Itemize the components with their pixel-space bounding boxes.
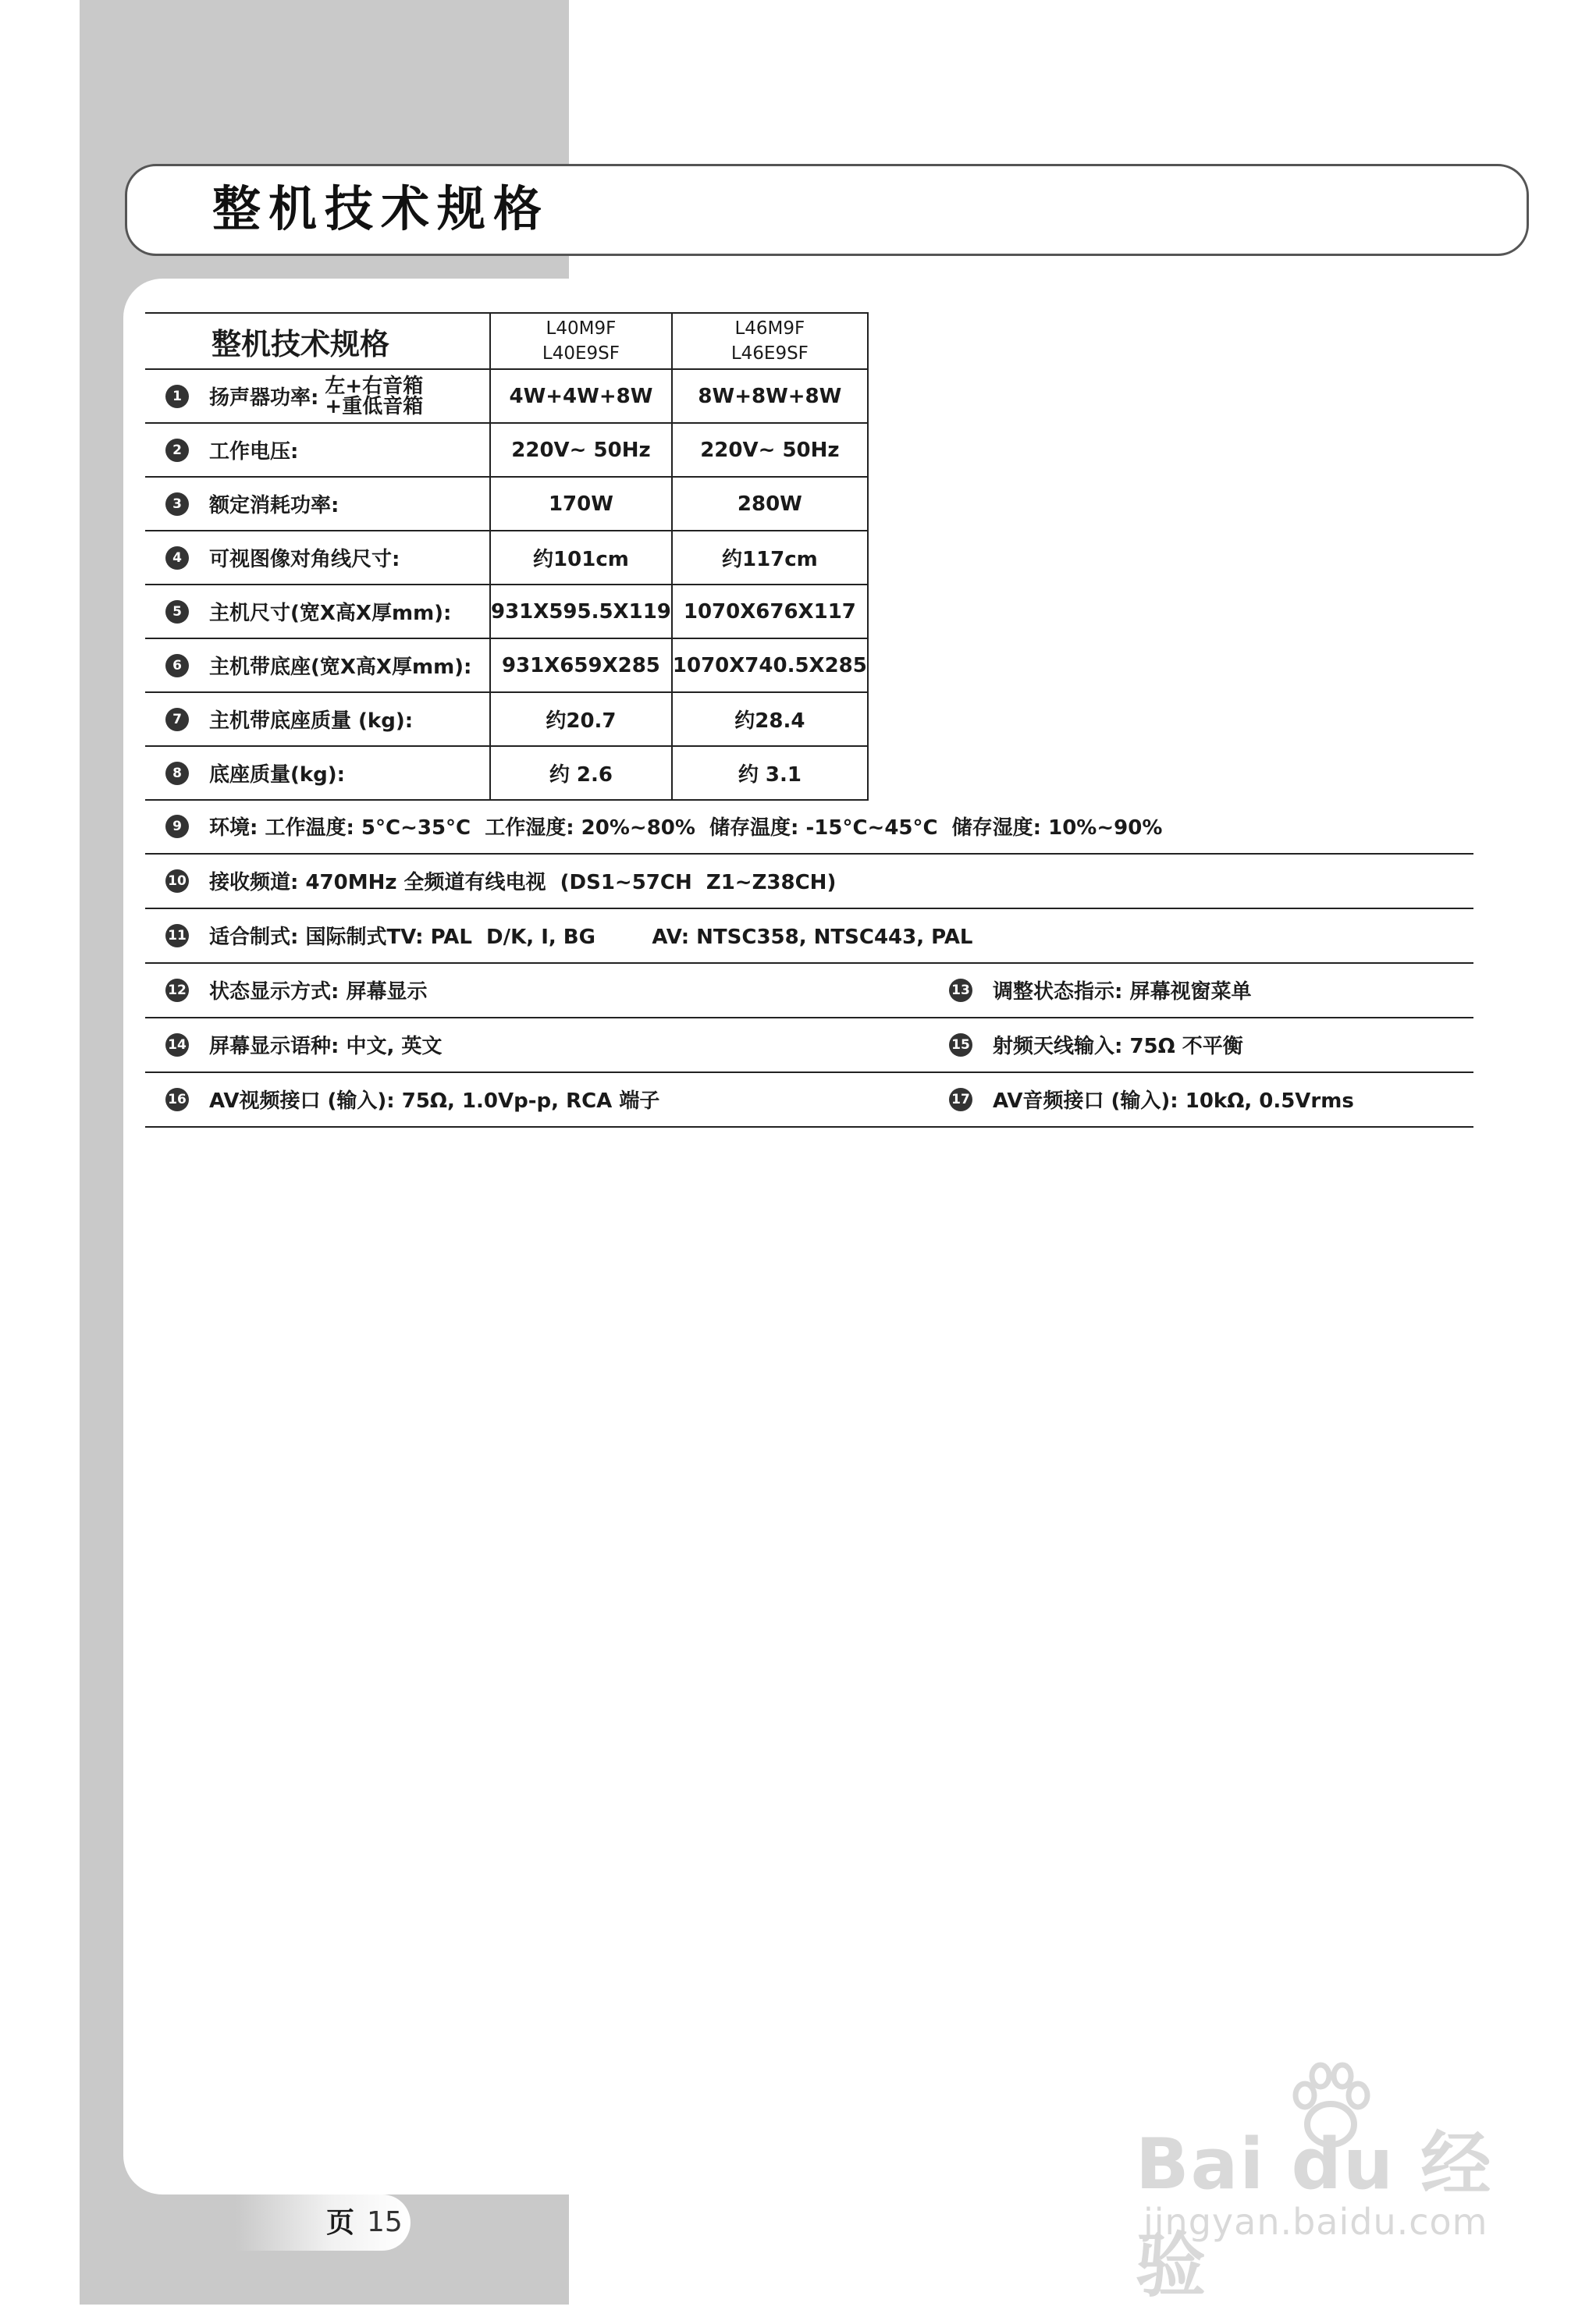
row-value-2: 约28.4 xyxy=(672,692,868,746)
spec-line-av xyxy=(145,1072,1473,1128)
table-row xyxy=(145,531,868,585)
row-label: 可视图像对角线尺寸: xyxy=(209,548,400,571)
table-row xyxy=(145,638,868,692)
watermark-brand: Bai du 经验 xyxy=(1136,2123,1493,2307)
number-badge-icon: 17 xyxy=(949,1088,972,1111)
spec-line-right-text: AV音频接口 (输入): 10kΩ, 0.5Vrms xyxy=(993,1089,1354,1113)
spec-line-right-text: 射频天线输入: 75Ω 不平衡 xyxy=(993,1035,1243,1058)
number-badge-icon: 7 xyxy=(165,708,189,731)
number-badge-icon: 6 xyxy=(165,654,189,677)
spec-line-language xyxy=(145,1018,1473,1073)
row-value-2: 约117cm xyxy=(672,531,868,585)
model-header-2 xyxy=(672,313,868,369)
model-1-line2: L40E9SF xyxy=(542,343,620,364)
row-label-extra-2: +重低音箱 xyxy=(325,394,424,418)
model-2-line1: L46M9F xyxy=(734,318,805,339)
number-badge-icon: 15 xyxy=(949,1033,972,1057)
table-row xyxy=(145,369,868,423)
row-value-2: 280W xyxy=(672,477,868,531)
number-badge-icon: 9 xyxy=(165,815,189,838)
row-label: 底座质量(kg): xyxy=(209,763,346,787)
spec-line-right xyxy=(949,1018,1243,1071)
number-badge-icon: 11 xyxy=(165,924,189,947)
number-badge-icon: 2 xyxy=(165,439,189,462)
spec-line-environment xyxy=(145,799,1473,855)
spec-line-text: 接收频道: 470MHz 全频道有线电视 (DS1~57CH Z1~Z38CH) xyxy=(209,871,837,894)
spec-line-text: 屏幕显示语种: 中文, 英文 xyxy=(209,1035,443,1058)
row-value-1: 931X659X285 xyxy=(490,638,672,692)
row-label-extra-1: 左+右音箱 xyxy=(325,374,424,398)
number-badge-icon: 5 xyxy=(165,600,189,624)
page-title: 整机技术规格 xyxy=(212,180,550,237)
table-header-row xyxy=(145,313,868,369)
number-badge-icon: 13 xyxy=(949,979,972,1002)
number-badge-icon: 10 xyxy=(165,869,189,893)
model-1-line1: L40M9F xyxy=(546,318,617,339)
spec-line-channels xyxy=(145,854,1473,909)
spec-line-text: AV视频接口 (输入): 75Ω, 1.0Vp-p, RCA 端子 xyxy=(209,1089,660,1113)
table-row xyxy=(145,746,868,800)
row-value-1: 220V~ 50Hz xyxy=(490,423,672,477)
row-value-2: 220V~ 50Hz xyxy=(672,423,868,477)
row-value-1: 170W xyxy=(490,477,672,531)
table-row xyxy=(145,423,868,477)
row-label-cell xyxy=(145,692,490,746)
row-label-cell xyxy=(145,585,490,638)
table-row xyxy=(145,585,868,638)
spec-line-systems xyxy=(145,908,1473,964)
spec-line-right xyxy=(949,1072,1354,1126)
row-value-1: 4W+4W+8W xyxy=(490,369,672,423)
row-value-2: 约 3.1 xyxy=(672,746,868,800)
row-label: 额定消耗功率: xyxy=(209,494,339,517)
spec-table xyxy=(145,312,869,801)
row-label-cell xyxy=(145,531,490,585)
spec-line-text: 适合制式: 国际制式TV: PAL D/K, I, BG AV: NTSC358, NTSC443, PAL xyxy=(209,926,973,949)
table-row xyxy=(145,477,868,531)
row-label: 主机带底座质量 (kg): xyxy=(209,709,414,733)
baidu-watermark xyxy=(1136,2060,1541,2307)
spec-line-text: 状态显示方式: 屏幕显示 xyxy=(209,980,428,1004)
watermark-url: jingyan.baidu.com xyxy=(1143,2201,1488,2243)
row-label: 扬声器功率: xyxy=(209,386,319,410)
model-header-1 xyxy=(490,313,672,369)
row-label: 主机带底座(宽X高X厚mm): xyxy=(209,656,472,679)
row-label-extra xyxy=(325,376,423,417)
row-value-1: 931X595.5X119 xyxy=(490,585,672,638)
spec-line-right xyxy=(949,963,1251,1017)
row-label-cell xyxy=(145,369,490,423)
row-value-2: 1070X740.5X285 xyxy=(672,638,868,692)
number-badge-icon: 4 xyxy=(165,546,189,570)
page-label: 页 xyxy=(326,2206,355,2239)
spec-line-display xyxy=(145,963,1473,1018)
spec-line-text: 环境: 工作温度: 5°C~35°C 工作湿度: 20%~80% 储存温度: -15°C~45°C 储存湿度: 10%~90% xyxy=(209,816,1163,840)
row-label-cell xyxy=(145,423,490,477)
number-badge-icon: 3 xyxy=(165,492,189,516)
row-value-1: 约101cm xyxy=(490,531,672,585)
number-badge-icon: 8 xyxy=(165,762,189,785)
row-value-2: 1070X676X117 xyxy=(672,585,868,638)
number-badge-icon: 14 xyxy=(165,1033,189,1057)
number-badge-icon: 12 xyxy=(165,979,189,1002)
row-value-1: 约 2.6 xyxy=(490,746,672,800)
spec-line-right-text: 调整状态指示: 屏幕视窗菜单 xyxy=(993,980,1252,1004)
row-label-cell xyxy=(145,746,490,800)
row-label-cell xyxy=(145,477,490,531)
row-label: 主机尺寸(宽X高X厚mm): xyxy=(209,602,452,625)
row-value-2: 8W+8W+8W xyxy=(672,369,868,423)
row-label: 工作电压: xyxy=(209,440,299,464)
row-label-cell xyxy=(145,638,490,692)
table-header-label: 整机技术规格 xyxy=(145,313,490,369)
table-row xyxy=(145,692,868,746)
number-badge-icon: 16 xyxy=(165,1088,189,1111)
number-badge-icon: 1 xyxy=(165,385,189,408)
row-value-1: 约20.7 xyxy=(490,692,672,746)
page-number: 15 xyxy=(367,2206,403,2238)
model-2-line2: L46E9SF xyxy=(730,343,809,364)
